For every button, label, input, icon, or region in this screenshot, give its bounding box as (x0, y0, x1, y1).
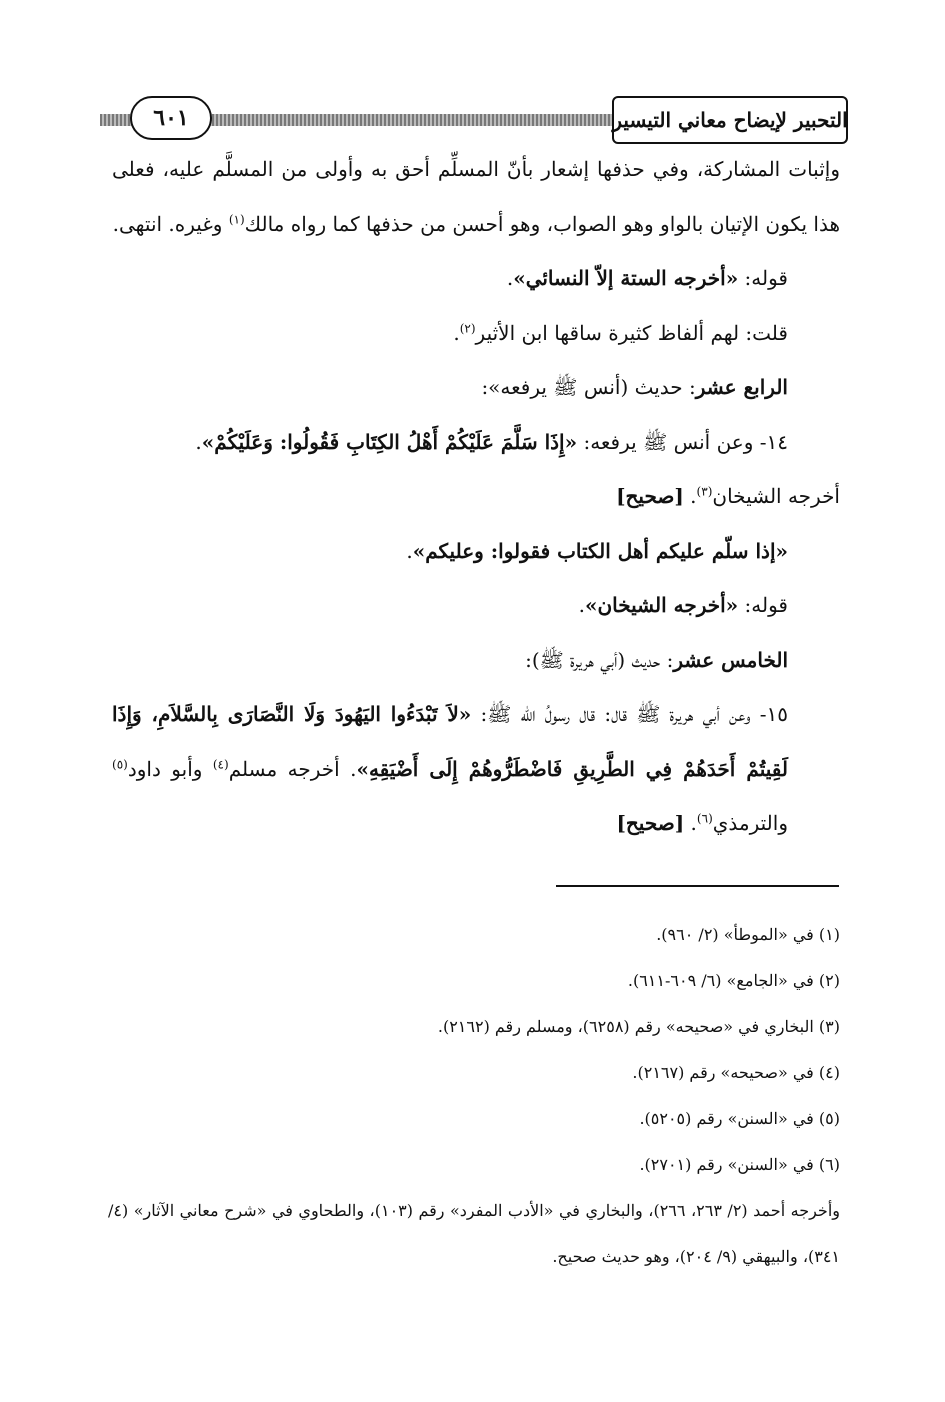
section-heading-15: الخامس عشر: حديث (أبي هريرة ﷺ): (525, 647, 788, 672)
section-heading-14: الرابع عشر: حديث (أنس ﷺ يرفعه»: (481, 375, 788, 399)
grade-label: [صحيح] (616, 811, 685, 835)
running-title: التحبير لإيضاح معاني التيسير (612, 96, 848, 144)
hadith-14-source: أخرجه الشيخان$^{(٣)}$. [صحيح] (616, 484, 840, 508)
footnote-ref-6: (٦) (696, 811, 713, 826)
footnote-ref-2: (٢) (459, 320, 476, 335)
hadith-15: ١٥- وعن أبي هريرة ﷺ قال: قال رسولُ الله ﷺ: «لاَ تَبْدَءُوا اليَهُودَ وَلَا النَّصَارَى بِالسَّلاَمِ، وَإِذَا لَقِيتُمْ أَحَدَهُمْ فِي الطَّرِيقِ فَاضْطَرُّوهُمْ إِلَى أَضْيَقِهِ». أخرجه مسلم$^{(٤)}$ وأبو داود$^{(٥)}$ والترمذي$^{(٦)}$. [صحيح] (112, 702, 789, 835)
footnote-ref-4: (٤) (212, 756, 229, 771)
page-header (100, 92, 848, 148)
footnote-ref-5: (٥) (112, 756, 128, 771)
main-text (112, 142, 840, 851)
footnote-3: (٣) البخاري في «صحيحه» رقم (٦٢٥٨)، ومسلم رقم (٢١٦٢). (437, 1017, 840, 1036)
footnotes (108, 912, 840, 1280)
footnote-additional-note: وأخرجه أحمد (٢/ ٢٦٣، ٢٦٦)، والبخاري في «الأدب المفرد» رقم (١٠٣)، والطحاوي في «شرح معاني الآثار» (٤/ ٣٤١)، والبيهقي (٩/ ٢٠٤)، وهو حديث صحيح. (108, 1201, 840, 1266)
grade-label: [صحيح] (616, 484, 684, 508)
footnote-4: (٤) في «صحيحه» رقم (٢١٦٧). (632, 1063, 840, 1082)
hadith-14: ١٤- وعن أنس ﷺ يرفعه: «إِذَا سَلَّمَ عَلَيْكُمْ أَهْلُ الكِتَابِ فَقُولُوا: وَعَلَيْكُمْ». (195, 429, 788, 454)
paragraph-2: قوله: «أخرجه الستة إلاّ النسائي». (506, 266, 788, 290)
page-number: ٦٠١ (130, 96, 212, 140)
footnote-ref-3: (٣) (696, 484, 713, 499)
paragraph-3: قلت: لهم ألفاظ كثيرة ساقها ابن الأثير$^{(٢)}$. (453, 320, 788, 345)
footnote-1: (١) في «الموطأ» (٢/ ٩٦٠). (656, 925, 840, 944)
footnote-ref-1: (١) (228, 211, 245, 226)
paragraph-8: قوله: «أخرجه الشيخان». (578, 593, 788, 617)
paragraph-7: «إذا سلّم عليكم أهل الكتاب فقولوا: وعليكم». (406, 538, 788, 563)
footnote-separator (556, 885, 839, 887)
paragraph-1: وإثبات المشاركة، وفي حذفها إشعار بأنّ المسلِّم أحق به وأولى من المسلَّم عليه، فعلى هذا يكون الإتيان بالواو وهو الصواب، وهو أحسن من حذفها كما رواه مالك$^{(١)}$ وغيره. انتهى. (112, 157, 840, 236)
footnote-6: (٦) في «السنن» رقم (٢٧٠١). (639, 1155, 840, 1174)
footnote-2: (٢) في «الجامع» (٦/ ٦٠٩-٦١١). (627, 971, 840, 990)
footnote-5: (٥) في «السنن» رقم (٥٢٠٥). (639, 1109, 840, 1128)
